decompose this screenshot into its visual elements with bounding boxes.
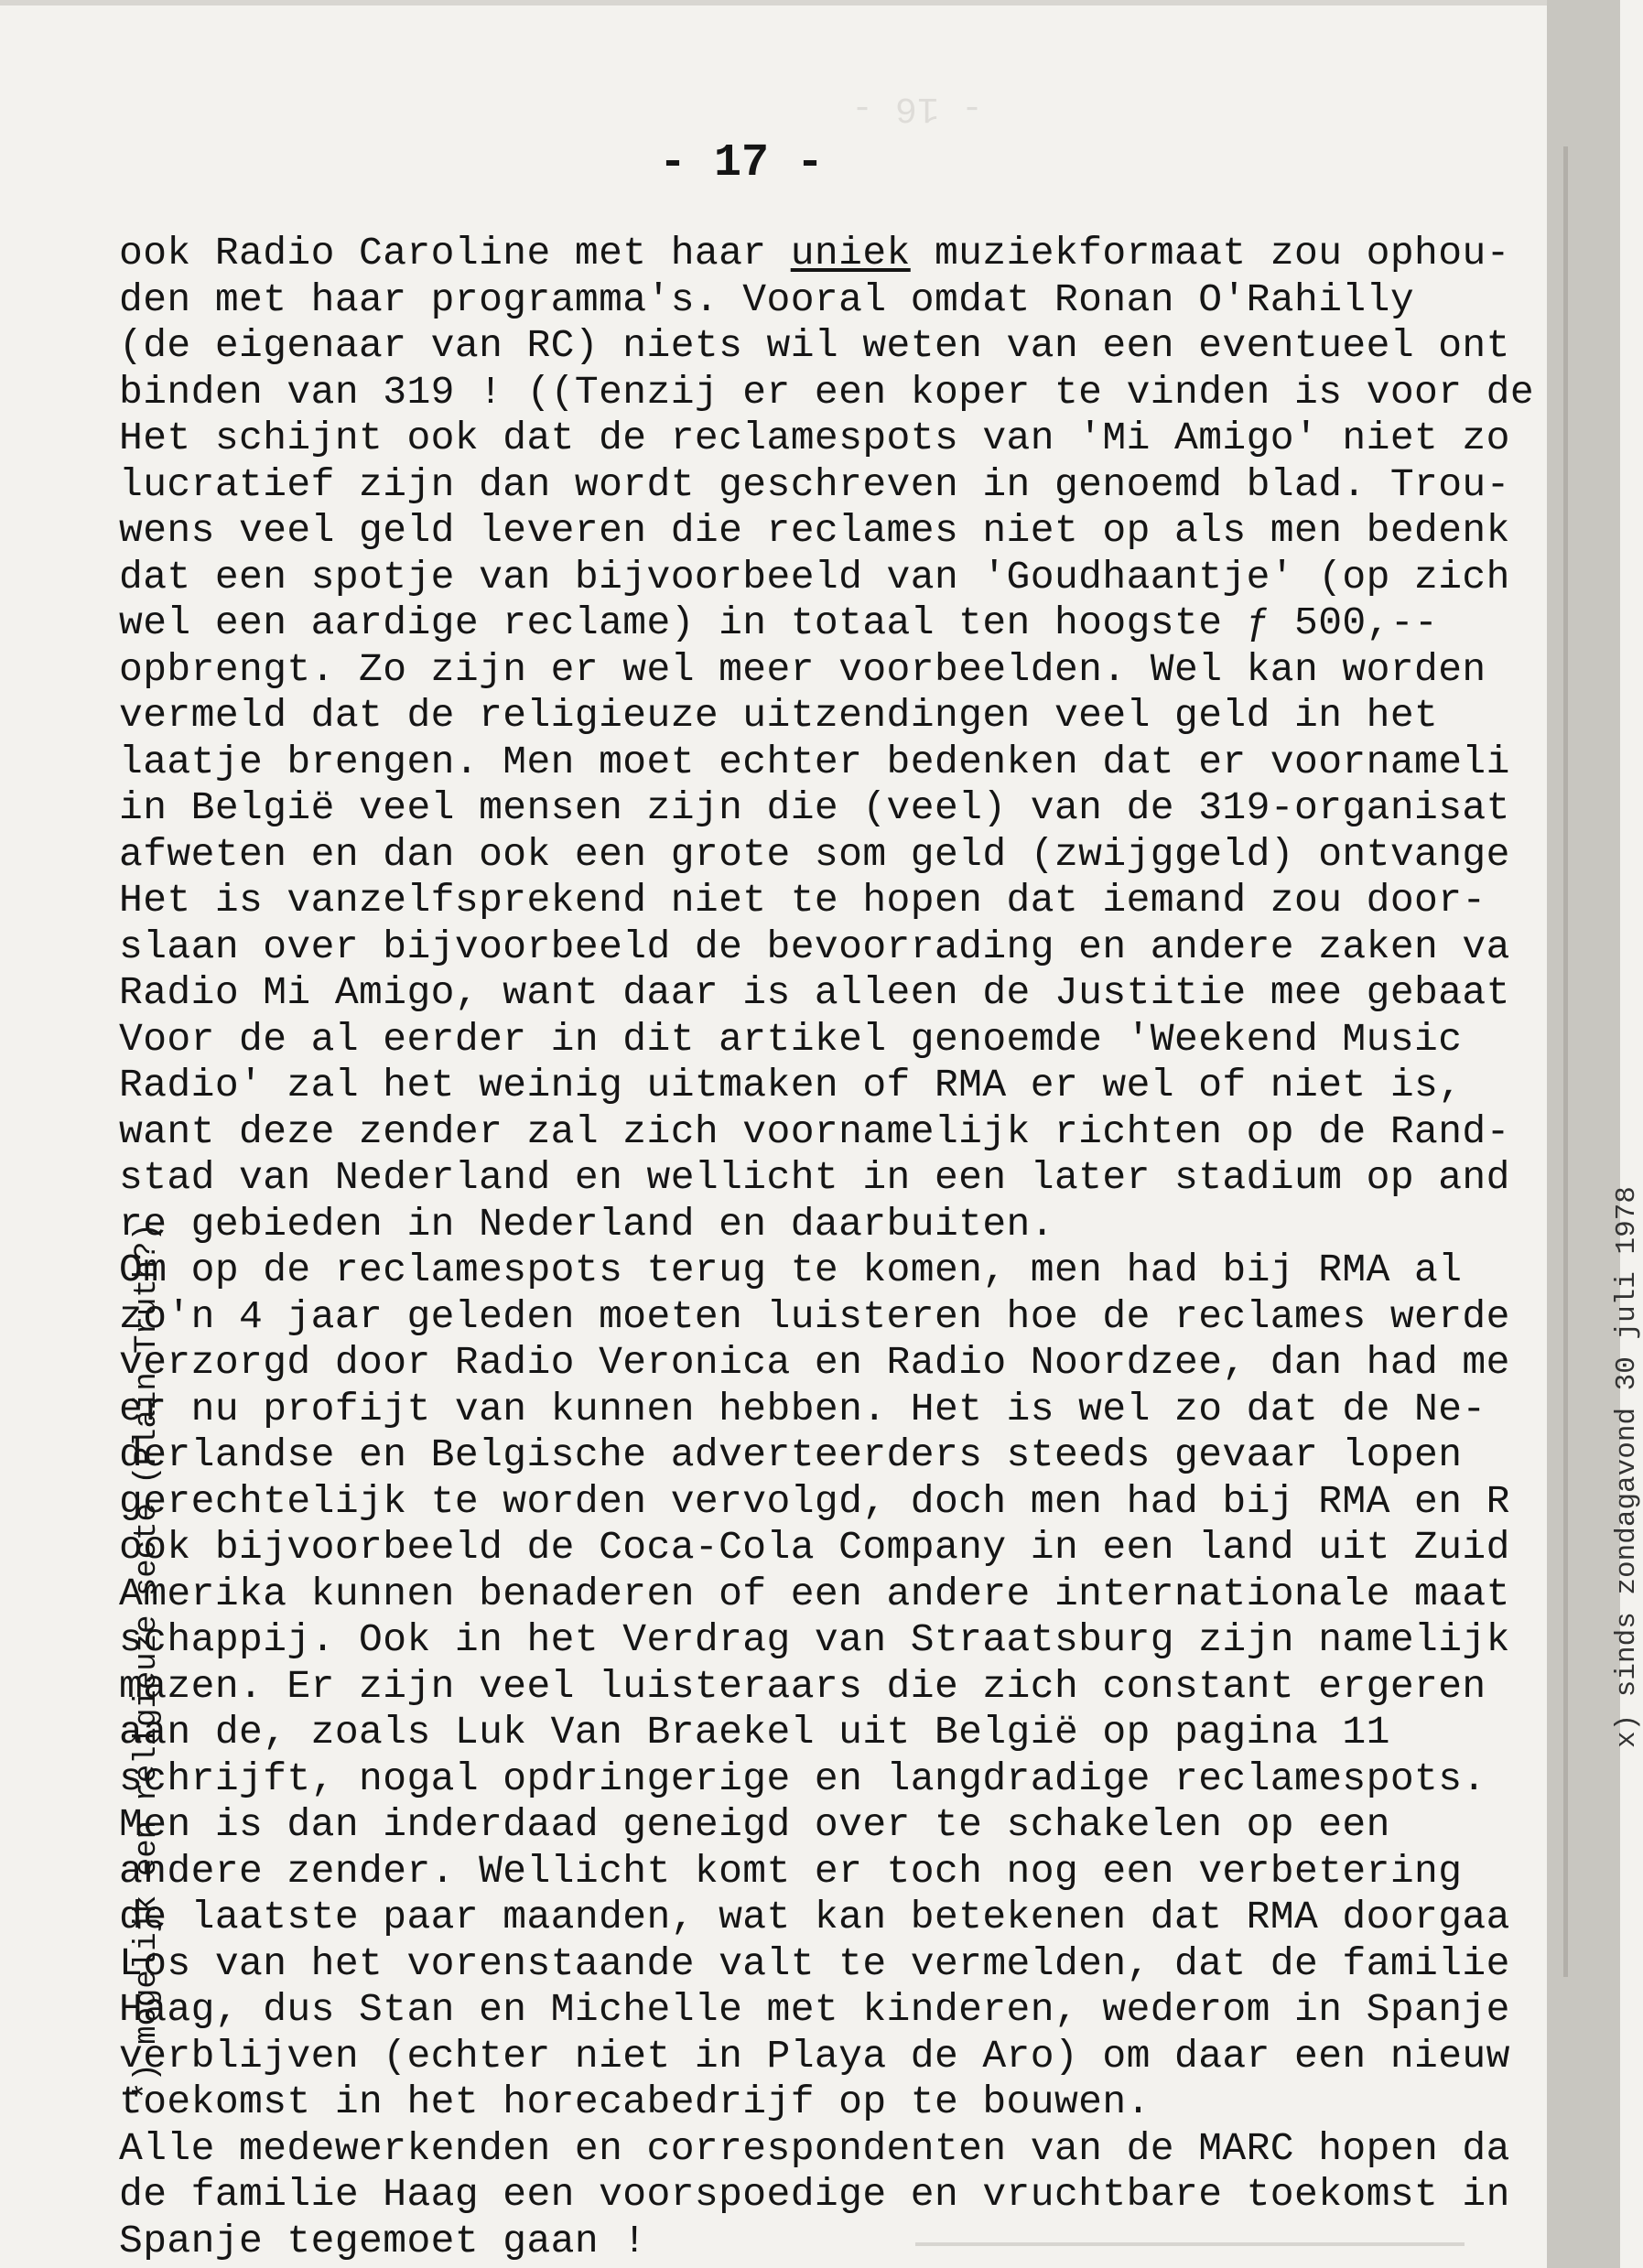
text-line: schappij. Ook in het Verdrag van Straatsburg zijn namelijk bbox=[119, 1617, 1510, 1662]
text-line: gerechtelijk te worden vervolgd, doch men had bij RMA en R bbox=[119, 1478, 1510, 1524]
article-body bbox=[119, 231, 1547, 2264]
underlined-word: uniek bbox=[790, 231, 911, 275]
text-line: Het is vanzelfsprekend niet te hopen dat iemand zou door- bbox=[119, 878, 1486, 923]
text-line: Het schijnt ook dat de reclamespots van 'Mi Amigo' niet zo bbox=[119, 416, 1510, 460]
text-line: aan de, zoals Luk Van Braekel uit België op pagina 11 bbox=[119, 1710, 1390, 1755]
text-line-end: muziekformaat zou ophou- bbox=[910, 231, 1510, 275]
text-line: laatje brengen. Men moet echter bedenken dat er voornameli bbox=[119, 739, 1510, 784]
text-line: Men is dan inderdaad geneigd over te schakelen op een bbox=[119, 1802, 1390, 1847]
text-line: vermeld dat de religieuze uitzendingen veel geld in het bbox=[119, 693, 1439, 738]
text-line: Los van het vorenstaande valt te vermelden, dat de familie bbox=[119, 1940, 1510, 1986]
left-margin-footnote: *) mogelijk een religieuze secte (Plain Truth?) bbox=[130, 1223, 165, 2101]
text-line: opbrengt. Zo zijn er wel meer voorbeelden. Wel kan worden bbox=[119, 646, 1486, 692]
text-line bbox=[119, 231, 1547, 277]
text-line: er nu profijt van kunnen hebben. Het is wel zo dat de Ne- bbox=[119, 1386, 1486, 1431]
text-line: slaan over bijvoorbeeld de bevoorrading en andere zaken va bbox=[119, 923, 1510, 969]
text-line: ook bijvoorbeeld de Coca-Cola Company in een land uit Zuid bbox=[119, 1525, 1510, 1570]
text-line: dat een spotje van bijvoorbeeld van 'Goudhaantje' (op zich bbox=[119, 554, 1510, 599]
text-line: verzorgd door Radio Veronica en Radio Noordzee, dan had me bbox=[119, 1340, 1510, 1385]
text-line: zo'n 4 jaar geleden moeten luisteren hoe de reclames werde bbox=[119, 1293, 1510, 1339]
text-line: Om op de reclamespots terug te komen, men had bij RMA al bbox=[119, 1247, 1463, 1292]
text-line: de laatste paar maanden, wat kan betekenen dat RMA doorgaa bbox=[119, 1895, 1510, 1939]
text-line: afweten en dan ook een grote som geld (zwijggeld) ontvange bbox=[119, 831, 1510, 877]
page-number: - 17 - bbox=[658, 137, 825, 189]
text-line-start: ook Radio Caroline met haar bbox=[119, 231, 791, 275]
text-line: Alle medewerkenden en correspondenten van de MARC hopen da bbox=[119, 2125, 1510, 2171]
adjacent-page-edge bbox=[1547, 0, 1620, 2268]
paper-top-edge bbox=[0, 0, 1620, 5]
text-line: derlandse en Belgische adverteerders steeds gevaar lopen bbox=[119, 1432, 1463, 1477]
text-line: want deze zender zal zich voornamelijk richten op de Rand- bbox=[119, 1108, 1510, 1154]
text-line: wens veel geld leveren die reclames niet op als men bedenk bbox=[119, 508, 1510, 553]
text-line: wel een aardige reclame) in totaal ten hoogste ƒ 500,-- bbox=[119, 600, 1439, 645]
text-line: de familie Haag een voorspoedige en vruchtbare toekomst in bbox=[119, 2172, 1510, 2217]
text-line: in België veel mensen zijn die (veel) van de 319-organisat bbox=[119, 785, 1510, 830]
text-line: binden van 319 ! ((Tenzij er een koper te vinden is voor de bbox=[119, 369, 1535, 415]
text-line: Spanje tegemoet gaan ! bbox=[119, 2218, 647, 2263]
text-line: verblijven (echter niet in Playa de Aro) om daar een nieuw bbox=[119, 2033, 1510, 2079]
text-line: toekomst in het horecabedrijf op te bouwen. bbox=[119, 2079, 1151, 2124]
show-through-page-number: - 16 - bbox=[851, 87, 984, 128]
text-line: schrijft, nogal opdringerige en langdradige reclamespots. bbox=[119, 1755, 1486, 1801]
text-line: Amerika kunnen benaderen of een andere internationale maat bbox=[119, 1571, 1510, 1616]
text-line: mazen. Er zijn veel luisteraars die zich constant ergeren bbox=[119, 1663, 1486, 1709]
text-line: Radio Mi Amigo, want daar is alleen de Justitie mee gebaat bbox=[119, 970, 1510, 1015]
text-line: re gebieden in Nederland en daarbuiten. bbox=[119, 1201, 1054, 1247]
text-line: (de eigenaar van RC) niets wil weten van een eventueel ont bbox=[119, 323, 1510, 368]
text-line: Voor de al eerder in dit artikel genoemde 'Weekend Music bbox=[119, 1016, 1463, 1062]
text-line: lucratief zijn dan wordt geschreven in genoemd blad. Trou- bbox=[119, 461, 1510, 507]
text-line: Radio' zal het weinig uitmaken of RMA er wel of niet is, bbox=[119, 1063, 1463, 1107]
text-line: den met haar programma's. Vooral omdat Ronan O'Rahilly bbox=[119, 276, 1415, 322]
bottom-smudge bbox=[915, 2242, 1465, 2246]
right-margin-footnote: x) sinds zondagavond 30 juli 1978 bbox=[1611, 1186, 1643, 1748]
text-line: Haag, dus Stan en Michelle met kinderen, wederom in Spanje bbox=[119, 1987, 1510, 2032]
adjacent-page-shadow bbox=[1563, 146, 1568, 1977]
text-line: stad van Nederland en wellicht in een later stadium op and bbox=[119, 1155, 1510, 1200]
text-line: andere zender. Wellicht komt er toch nog een verbetering bbox=[119, 1848, 1463, 1894]
